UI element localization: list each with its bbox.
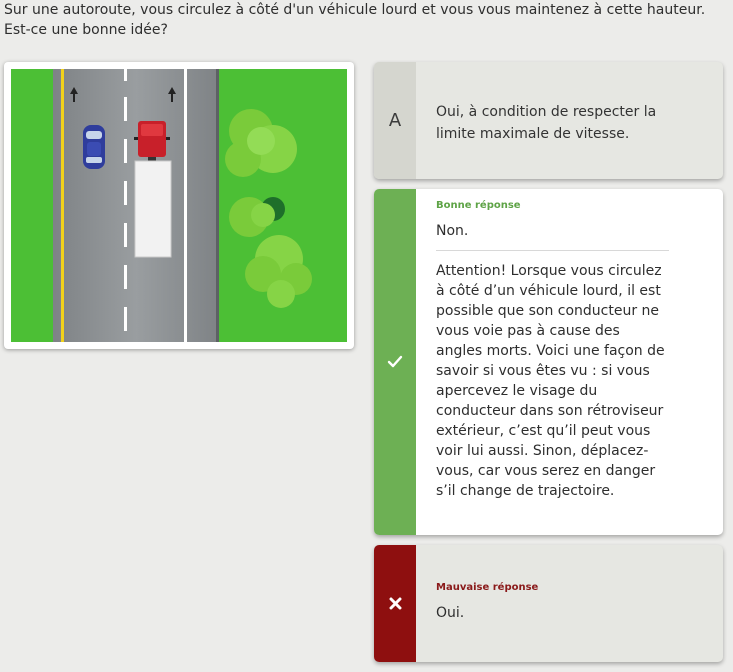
answer-option-correct[interactable]	[374, 189, 723, 535]
option-text: Non.	[436, 223, 469, 239]
option-letter: A	[374, 62, 416, 179]
explanation-text: Attention! Lorsque vous circulez à côté d’un véhicule lourd, il est possible que son conducteur ne vous voie pas à cause des angles morts. Voici une façon de savoir si vous êtes vu : si vous apercevez le visage du conducteur dans son rétroviseur extérieur, c’est qu’il peut vous voir lui aussi. Sinon, déplacez-vous, car vous serez en danger s’il change de trajectoire.	[436, 263, 665, 499]
highway-scene	[11, 69, 347, 342]
question-text: Sur une autoroute, vous circulez à côté d'un véhicule lourd et vous vous maintenez à cette hauteur. Est-ce une bonne idée?	[4, 2, 706, 38]
divider	[436, 250, 669, 251]
option-text: Oui.	[436, 605, 465, 621]
blue-car-icon	[83, 125, 105, 169]
red-truck-icon	[134, 121, 171, 257]
correct-status-label: Bonne réponse	[436, 200, 521, 211]
grass-left	[11, 69, 53, 342]
edge-line	[184, 69, 187, 342]
x-icon	[374, 545, 416, 662]
question-illustration	[4, 62, 354, 349]
wrong-status-label: Mauvaise réponse	[436, 582, 539, 593]
answer-option-a[interactable]	[374, 62, 723, 179]
yellow-line	[61, 69, 64, 342]
option-text: Oui, à condition de respecter la limite maximale de vitesse.	[436, 103, 657, 142]
checkmark-icon	[374, 189, 416, 535]
answer-option-wrong[interactable]	[374, 545, 723, 662]
